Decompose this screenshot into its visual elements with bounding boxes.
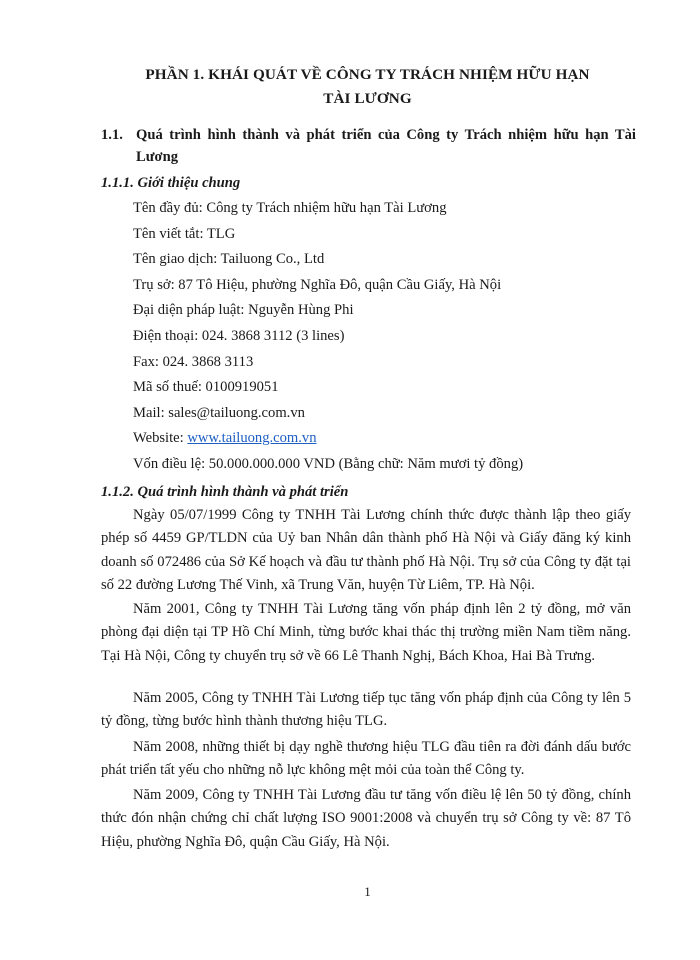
website-label: Website: — [133, 430, 188, 447]
page-number: 1 — [364, 884, 371, 899]
info-website — [133, 428, 523, 454]
history-paragraph-2001: Năm 2001, Công ty TNHH Tài Lương tăng vốn pháp định lên 2 tỷ đồng, mở văn phòng đại diện tại TP Hồ Chí Minh, từng bước khai thác thị trường miền Nam tiềm năng. Tại Hà Nội, Công ty chuyển trụ sở về 66 Lê Thanh Nghị, Bách Khoa, Hai Bà Trưng. — [101, 601, 631, 664]
info-trade-name: Tên giao dịch: Tailuong Co., Ltd — [133, 251, 325, 268]
section-1-1-number: 1.1. — [101, 127, 123, 143]
section-1-1-2-heading: 1.1.2. Quá trình hình thành và phát triển — [101, 484, 349, 500]
info-fax: Fax: 024. 3868 3113 — [133, 353, 254, 370]
info-full-name: Tên đầy đủ: Công ty Trách nhiệm hữu hạn Tài Lương — [133, 200, 447, 216]
info-short-name: Tên viết tắt: TLG — [133, 225, 236, 242]
part-title-line-2: TÀI LƯƠNG — [323, 90, 412, 107]
history-paragraph-2005: Năm 2005, Công ty TNHH Tài Lương tiếp tục tăng vốn pháp định của Công ty lên 5 tỷ đồng, từng bước hình thành thương hiệu TLG. — [101, 690, 631, 730]
part-title — [100, 63, 635, 111]
company-info-list — [133, 198, 523, 480]
info-capital: Vốn điều lệ: 50.000.000.000 VND (Bằng chữ: Năm mươi tỷ đồng) — [133, 455, 524, 472]
info-mail: Mail: sales@tailuong.com.vn — [133, 404, 305, 421]
info-headquarters: Trụ sở: 87 Tô Hiệu, phường Nghĩa Đô, quận Cầu Giấy, Hà Nội — [133, 276, 502, 293]
section-1-1-text: Quá trình hình thành và phát triển của Công ty Trách nhiệm hữu hạn Tài Lương — [136, 127, 636, 165]
history-paragraph-1999: Ngày 05/07/1999 Công ty TNHH Tài Lương chính thức được thành lập theo giấy phép số 4459 GP/TLDN của Uỷ ban Nhân dân thành phố Hà Nội và Giấy đăng ký kinh doanh số 072486 của Sở Kế hoạch và đầu tư thành phố Hà Nội. Trụ sở của Công ty đặt tại số 22 đường Lương Thế Vinh, xã Trung Văn, huyện Từ Liêm, TP. Hà Nội. — [101, 507, 631, 594]
part-title-line-1: PHẦN 1. KHÁI QUÁT VỀ CÔNG TY TRÁCH NHIỆM HỮU HẠN — [145, 66, 590, 83]
history-paragraph-2008: Năm 2008, những thiết bị dạy nghề thương hiệu TLG đầu tiên ra đời đánh dấu bước phát triển tất yếu cho những nỗ lực không mệt mỏi của toàn thể Công ty. — [101, 739, 631, 779]
section-1-1-1-heading: 1.1.1. Giới thiệu chung — [101, 175, 241, 191]
section-1-1-heading — [101, 124, 636, 168]
info-legal-representative: Đại diện pháp luật: Nguyễn Hùng Phi — [133, 302, 354, 319]
info-tax-code: Mã số thuế: 0100919051 — [133, 379, 279, 396]
info-phone: Điện thoại: 024. 3868 3112 (3 lines) — [133, 327, 345, 344]
website-link[interactable]: www.tailuong.com.vn — [187, 430, 317, 447]
history-paragraph-2009: Năm 2009, Công ty TNHH Tài Lương đầu tư tăng vốn điều lệ lên 50 tỷ đồng, chính thức đón nhận chứng chỉ chất lượng ISO 9001:2008 và chuyển trụ sở Công ty về: 87 Tô Hiệu, phường Nghĩa Đô, quận Cầu Giấy, Hà Nội. — [101, 787, 631, 850]
